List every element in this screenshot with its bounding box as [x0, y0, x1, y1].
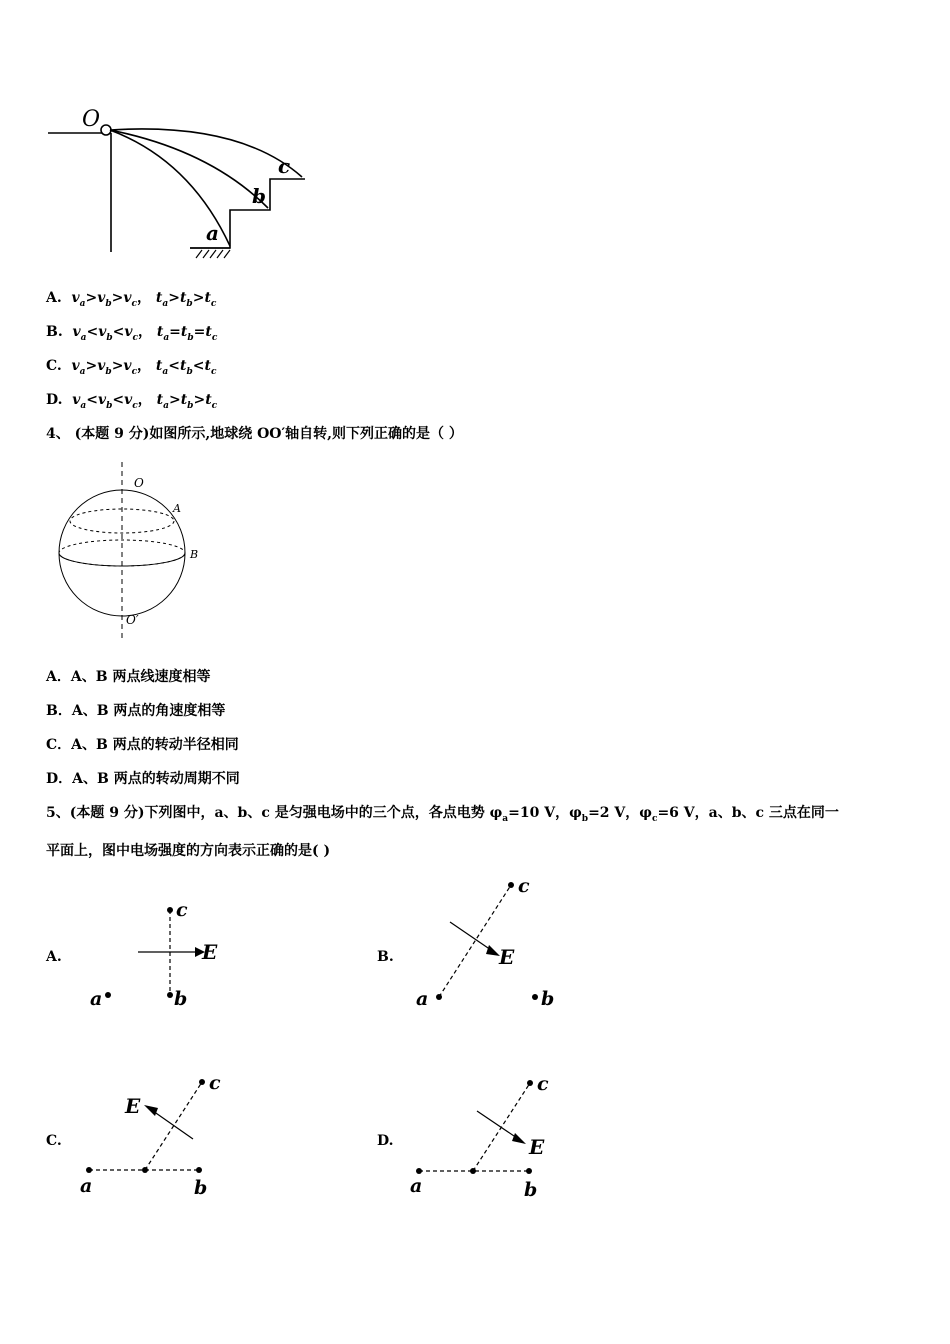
label-c: c	[537, 1073, 549, 1095]
q5-option-a-figure	[80, 895, 240, 1015]
q4-option-a: A．A、B 两点线速度相等	[46, 669, 211, 685]
label-c: c	[209, 1072, 221, 1094]
label-c: c	[278, 154, 291, 178]
label-o-top: O	[134, 476, 144, 490]
q5-option-d-figure	[405, 1068, 575, 1203]
label-e: E	[202, 940, 218, 964]
q4-option-b: B．A、B 两点的角速度相等	[46, 703, 226, 719]
label-o: O	[82, 107, 101, 132]
label-e: E	[499, 945, 515, 969]
q5-option-a-letter: A.	[46, 949, 62, 965]
q5-option-d-letter: D.	[377, 1133, 394, 1149]
label-a: a	[80, 1175, 93, 1197]
q5-option-b-figure	[405, 870, 575, 1015]
label-a-point: A	[173, 502, 181, 515]
q3-option-a: A. $v_a>v_b>v_c$， $t_a>t_b>t_c$	[46, 290, 217, 309]
q5-option-c-letter: C.	[46, 1133, 62, 1149]
label-a: a	[90, 988, 103, 1010]
launch-point	[101, 125, 111, 135]
q3-option-c: C. $v_a>v_b>v_c$， $t_a<t_b<t_c$	[46, 358, 217, 377]
q5-option-b-letter: B.	[377, 949, 394, 965]
e-arrow-line	[153, 1111, 193, 1139]
label-b: b	[524, 1179, 538, 1201]
label-b: b	[541, 988, 555, 1010]
label-b: b	[174, 988, 188, 1010]
label-b: b	[194, 1177, 208, 1199]
q3-option-d: D. $v_a<v_b<v_c$， $t_a>t_b>t_c$	[46, 392, 218, 411]
earth-figure	[50, 460, 220, 640]
q4-option-d: D．A、B 两点的转动周期不同	[46, 771, 240, 787]
label-a: a	[206, 221, 219, 245]
path-b	[110, 130, 268, 208]
q5-option-c-figure	[75, 1068, 245, 1203]
q4-option-c: C．A、B 两点的转动半径相同	[46, 737, 239, 753]
label-c: c	[518, 875, 530, 897]
label-e: E	[125, 1094, 141, 1118]
label-a: a	[410, 1175, 423, 1197]
label-b: b	[252, 184, 266, 208]
q5-stem-line2: 平面上，图中电场强度的方向表示正确的是( )	[46, 843, 331, 859]
projectile-figure	[40, 100, 320, 265]
label-e: E	[529, 1135, 545, 1159]
label-b-point: B	[190, 548, 199, 561]
q3-option-b: B. $v_a<v_b<v_c$， $t_a=t_b=t_c$	[46, 324, 218, 343]
label-o-bottom: O′	[126, 613, 139, 627]
q5-stem-line1: 5、(本题 9 分)下列图中，a、b、c 是匀强电场中的三个点，各点电势 $\varphi_a=10$ V，$\varphi_b=2$ V，$\varphi_c=6$ V，a、b、c 三点在同一	[46, 805, 839, 824]
label-c: c	[176, 899, 188, 921]
q4-stem: 4、 (本题 9 分)如图所示,地球绕 OO′轴自转,则下列正确的是（ ）	[46, 426, 463, 442]
label-a: a	[416, 988, 429, 1010]
